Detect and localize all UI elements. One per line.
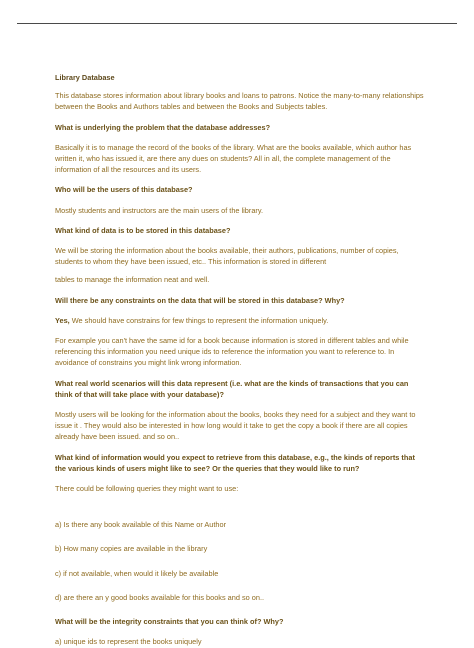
top-horizontal-rule bbox=[17, 23, 457, 24]
question-6: What kind of information would you expect to retrieve from this database, e.g., the kinds of reports that the various kinds of users might like to see? Or the queries that they would like to run? bbox=[55, 452, 415, 473]
document-title: Library Database bbox=[55, 73, 115, 82]
document-body bbox=[55, 72, 425, 648]
answer-4-example: For example you can't have the same id for a book because information is stored in different tables and while referencing this information you need unique ids to reference the information you want to reference to. In avoidance of constrains you might link wrong information. bbox=[55, 336, 409, 368]
answer-4-text: We should have constrains for few things to represent the information uniquely. bbox=[69, 315, 329, 325]
answer-2: Mostly students and instructors are the main users of the library. bbox=[55, 205, 264, 215]
answer-3-line-1: We will be storing the information about the books available, their authors, publications, number of copies, students to whom they have been issued, etc.. This information is stored in different bbox=[55, 246, 399, 267]
query-item-b: b) How many copies are available in the library bbox=[55, 544, 208, 554]
answer-6-intro: There could be following queries they might want to use: bbox=[55, 484, 239, 494]
answer-7-first: a) unique ids to represent the books uniquely bbox=[55, 637, 202, 647]
query-item-d: d) are there an y good books available for this books and so on.. bbox=[55, 592, 265, 602]
question-7: What will be the integrity constraints that you can think of? Why? bbox=[55, 617, 284, 627]
question-5: What real world scenarios will this data represent (i.e. what are the kinds of transactions that you can think of that will take place with your database)? bbox=[55, 378, 409, 399]
answer-4 bbox=[55, 315, 425, 326]
query-item-a: a) Is there any book available of this Name or Author bbox=[55, 520, 227, 530]
answer-3-line-2: tables to manage the information neat and well. bbox=[55, 275, 210, 285]
question-1: What is underlying the problem that the database addresses? bbox=[55, 122, 271, 132]
question-4: Will there be any constraints on the data that will be stored in this database? Why? bbox=[55, 295, 345, 305]
question-2: Who will be the users of this database? bbox=[55, 185, 193, 195]
intro-paragraph: This database stores information about library books and loans to patrons. Notice the many-to-many relationships between the Books and Authors tables and between the Books and Subjects tables. bbox=[55, 91, 424, 112]
answer-4-yes: Yes, bbox=[55, 315, 70, 325]
query-item-c: c) if not available, when would it likely be available bbox=[55, 568, 219, 578]
answer-5: Mostly users will be looking for the information about the books, books they need for a subject and they want to issue it . They would also be interested in how long would it take to get the copy a book if there are all copies already have been issued. and so on.. bbox=[55, 410, 416, 442]
question-3: What kind of data is to be stored in this database? bbox=[55, 225, 231, 235]
answer-1: Basically it is to manage the record of the books of the library. What are the books available, which author has written it, who has issued it, are there any dues on students? All in all, the complete management of the information of all the resources and its users. bbox=[55, 142, 412, 175]
